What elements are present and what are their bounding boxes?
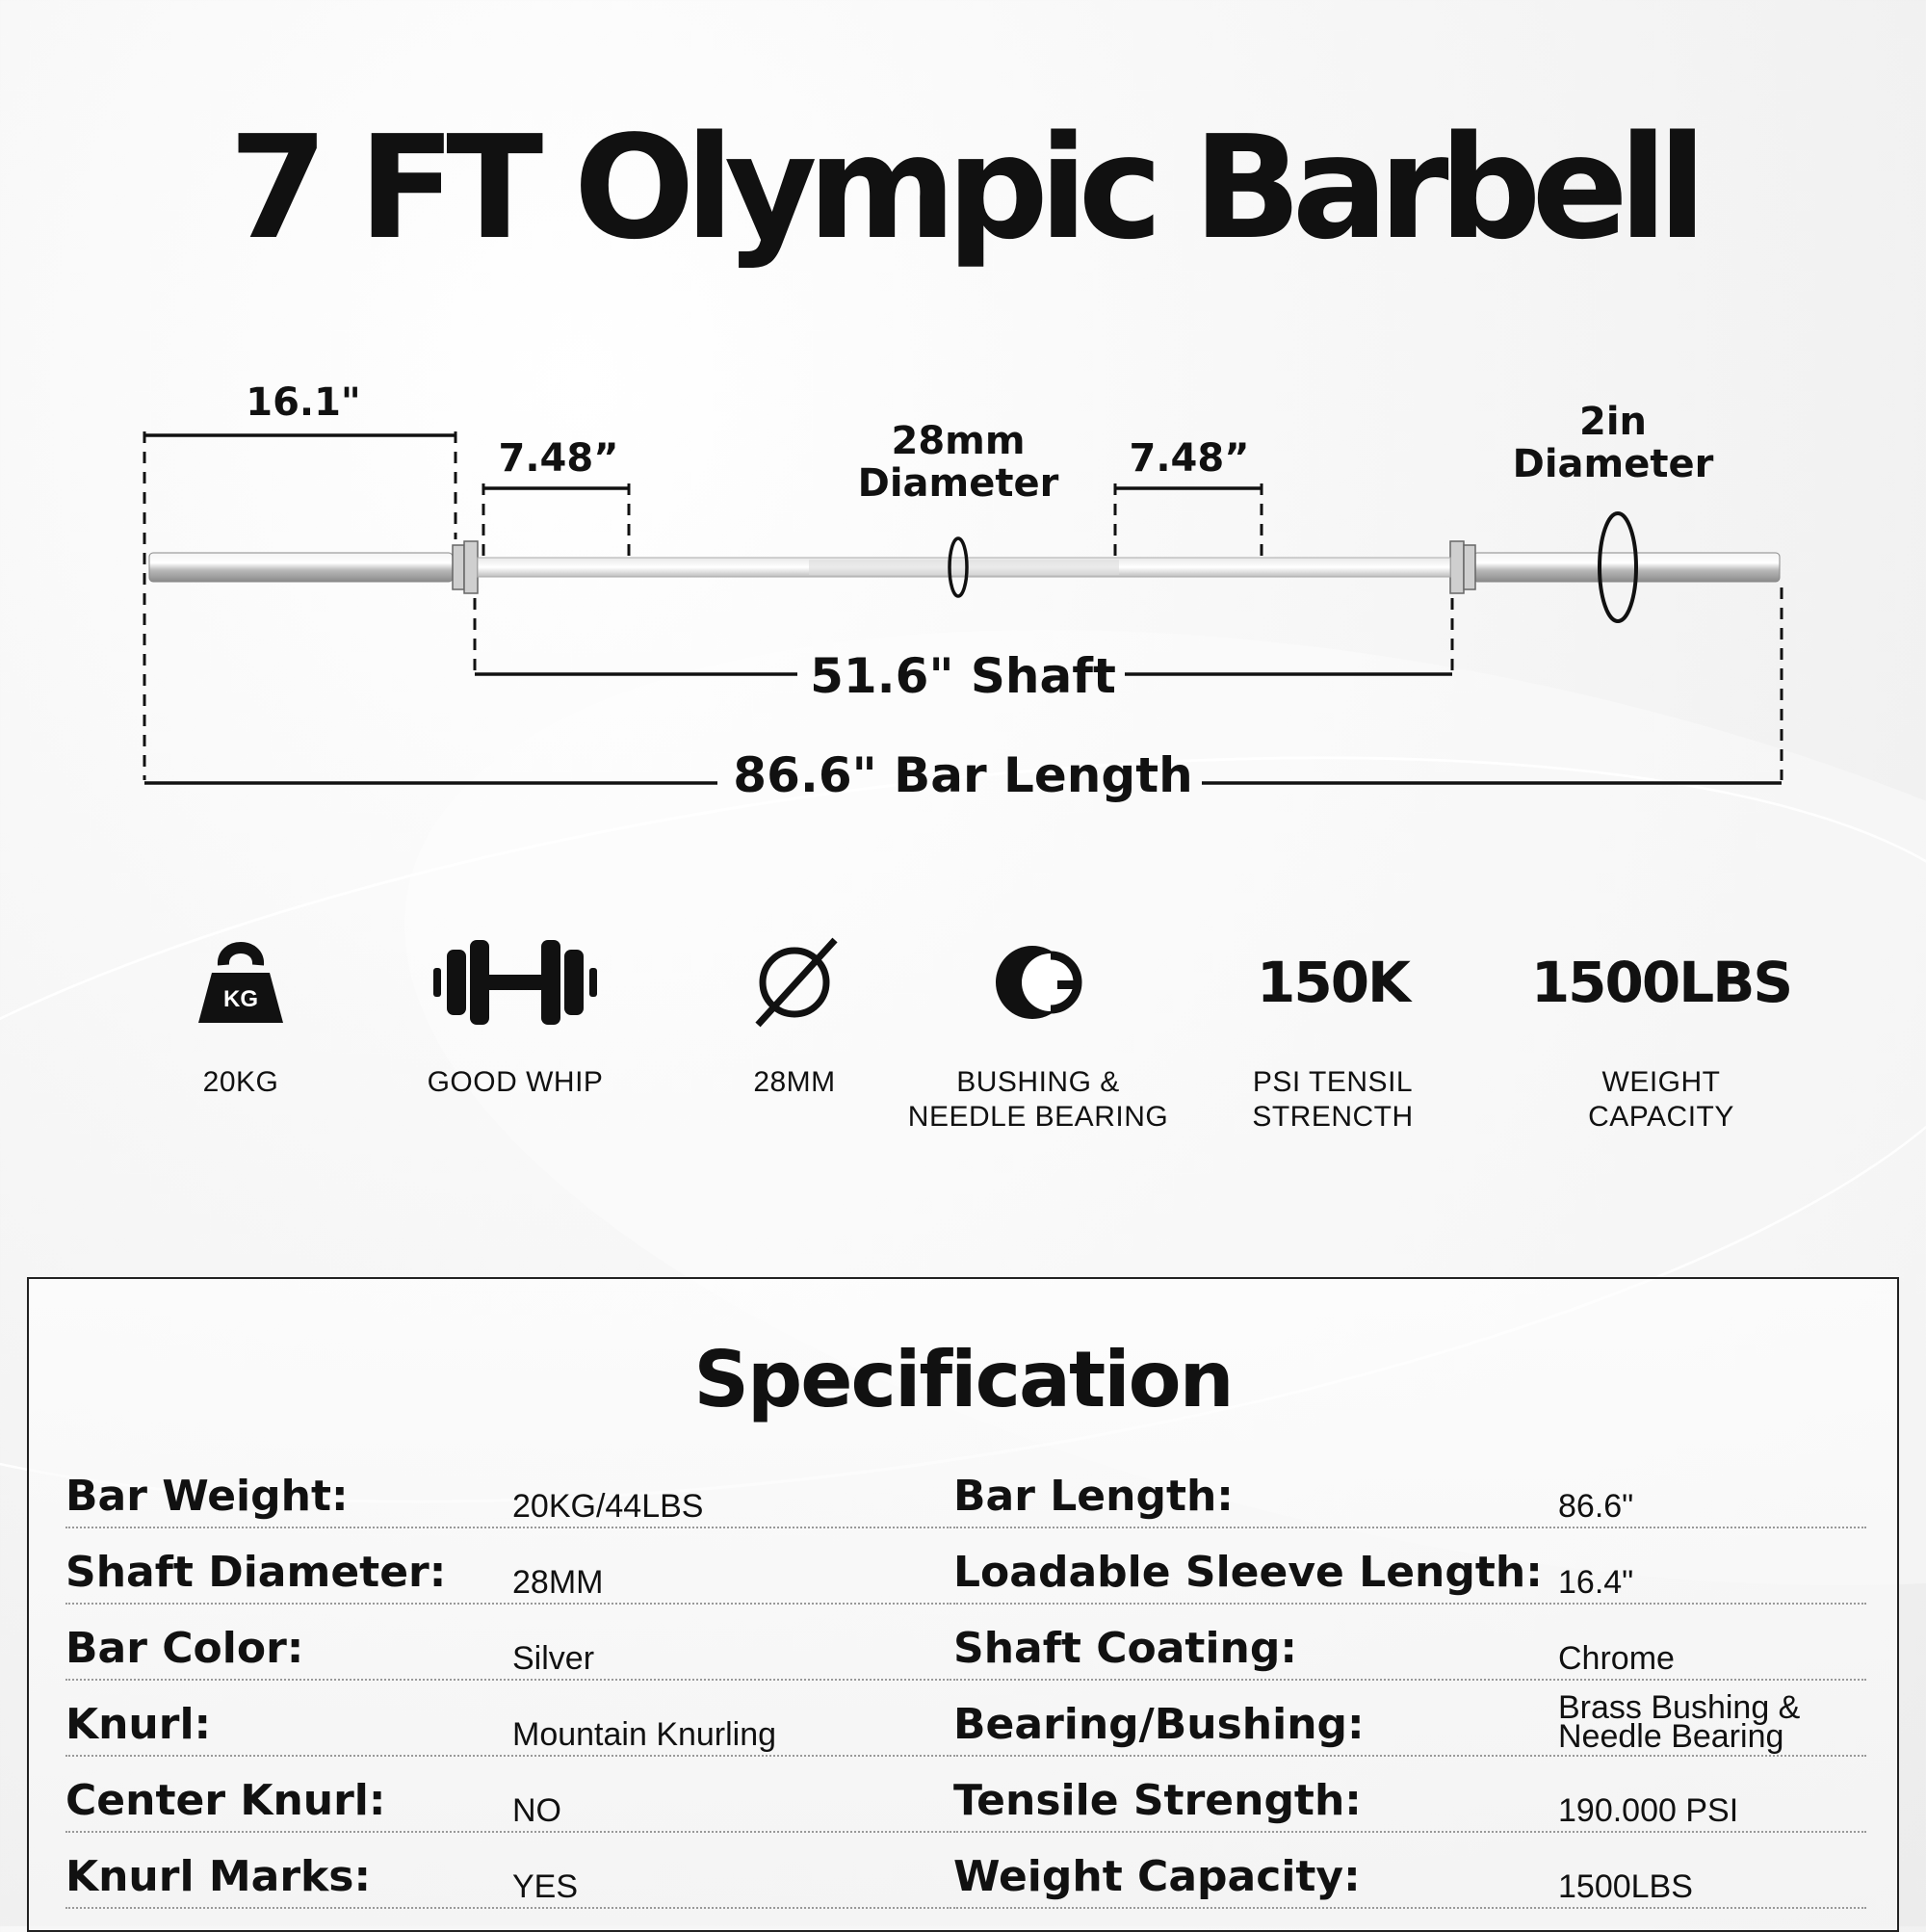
spec-row [953,1605,1866,1681]
spec-key: Knurl Marks: [65,1852,372,1901]
spec-row [953,1681,1866,1757]
feature-label: NEEDLE BEARING [907,1101,1169,1133]
feature-label: STRENCTH [1252,1101,1414,1133]
spec-key: Bearing/Bushing: [953,1700,1365,1749]
sleeve-diameter-label: 2in Diameter [1512,400,1714,486]
spec-key: Shaft Coating: [953,1624,1297,1673]
tensile-value: 150K [1256,950,1409,1015]
specification-panel [27,1277,1899,1932]
spec-value: Silver [512,1640,595,1677]
spec-row [953,1528,1866,1605]
right-collar [1450,541,1475,593]
shaft-length-label: 51.6" Shaft [810,648,1116,704]
feature-tensile [1188,925,1477,1135]
page-title: 7 FT Olympic Barbell [228,105,1698,271]
spec-column-left [65,1452,951,1909]
spec-value: 190.000 PSI [1558,1792,1739,1829]
spec-key: Bar Color: [65,1624,304,1673]
feature-label: GOOD WHIP [427,1066,604,1098]
spec-key: Loadable Sleeve Length: [953,1548,1543,1597]
spec-key: Tensile Strength: [953,1776,1362,1825]
left-collar [453,541,478,593]
feature-row [0,925,1926,1156]
spec-value: 20KG/44LBS [512,1488,704,1525]
specification-title: Specification [693,1335,1233,1424]
spec-row [65,1605,951,1681]
spec-value: Brass Bushing & Needle Bearing [1558,1689,1801,1755]
knurl-left-label: 7.48” [498,436,619,481]
shaft-diameter-label: 28mm Diameter [857,419,1059,506]
spec-value: YES [512,1868,579,1905]
spec-key: Knurl: [65,1700,212,1749]
spec-value: 1500LBS [1558,1868,1693,1905]
spec-column-right [953,1452,1866,1909]
spec-key: Bar Weight: [65,1472,349,1521]
spec-key: Weight Capacity: [953,1852,1361,1901]
feature-label: 28MM [753,1066,836,1098]
bar-length-label: 86.6" Bar Length [733,747,1193,803]
knurl-right-label: 7.48” [1129,436,1250,481]
feature-label: BUSHING & [956,1066,1120,1098]
spec-row [65,1833,951,1909]
spec-row [953,1452,1866,1528]
feature-label: PSI TENSIL [1252,1066,1414,1098]
sleeve-length-label: 16.1" [246,380,361,425]
feature-label: CAPACITY [1588,1101,1734,1133]
spec-value: 16.4" [1558,1564,1634,1601]
center-smooth [809,560,1119,575]
spec-value: 86.6" [1558,1488,1634,1525]
feature-label: WEIGHT [1601,1066,1721,1098]
bearing-icon [894,925,1183,1040]
spec-key: Bar Length: [953,1472,1234,1521]
kettlebell-kg-icon [96,925,385,1040]
spec-key: Center Knurl: [65,1776,386,1825]
barbell-icon [371,925,660,1040]
svg-text:KG: KG [223,986,258,1012]
spec-row [953,1833,1866,1909]
spec-row [65,1681,951,1757]
spec-value: Mountain Knurling [512,1716,777,1753]
feature-bearing [894,925,1183,1135]
spec-row [65,1757,951,1833]
spec-row [65,1452,951,1528]
spec-key: Shaft Diameter: [65,1548,447,1597]
spec-row [65,1528,951,1605]
feature-weight [96,925,385,1100]
feature-label: 20KG [202,1066,279,1098]
feature-whip [371,925,660,1100]
right-sleeve [1473,553,1780,582]
spec-row [953,1757,1866,1833]
spec-value: NO [512,1792,561,1829]
spec-value: 28MM [512,1564,604,1601]
spec-value: Chrome [1558,1640,1675,1677]
capacity-value: 1500LBS [1530,950,1792,1015]
left-sleeve [149,553,453,582]
feature-capacity [1517,925,1806,1135]
